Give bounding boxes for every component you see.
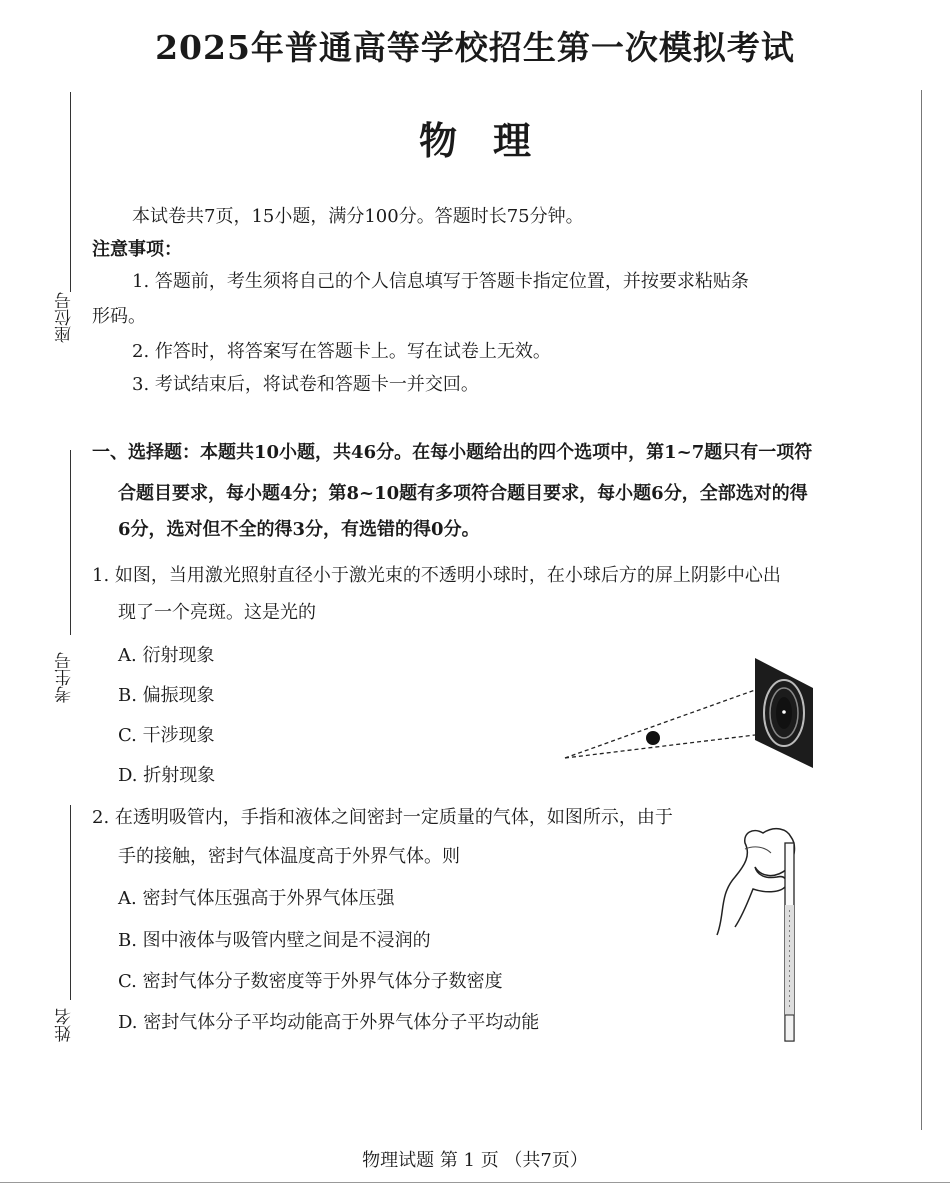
page-footer: 物理试题 第 1 页 （共7页） xyxy=(362,1150,588,1171)
exam-title: 2025年普通高等学校招生第一次模拟考试 xyxy=(155,28,795,67)
option: D. 折射现象 xyxy=(118,765,216,786)
question-stem: 2. 在透明吸管内，手指和液体之间密封一定质量的气体，如图所示，由于 xyxy=(92,807,673,828)
section-instruction: 一、选择题：本题共10小题，共46分。在每小题给出的四个选项中，第1~7题只有一项符 xyxy=(92,442,813,463)
section-instruction: 合题目要求，每小题4分；第8~10题有多项符合题目要求，每小题6分，全部选对的得 xyxy=(118,483,808,504)
option: C. 密封气体分子数密度等于外界气体分子数密度 xyxy=(118,971,503,992)
section-instruction: 6分，选对但不全的得3分，有选错的得0分。 xyxy=(118,519,480,540)
option: A. 衍射现象 xyxy=(118,645,215,666)
exam-intro: 本试卷共7页，15小题，满分100分。答题时长75分钟。 xyxy=(132,206,584,227)
notice-item: 形码。 xyxy=(92,306,146,327)
laser-diffraction-figure xyxy=(555,650,820,775)
option: B. 图中液体与吸管内壁之间是不浸润的 xyxy=(118,930,431,951)
question-stem: 手的接触，密封气体温度高于外界气体。则 xyxy=(118,846,460,867)
option: B. 偏振现象 xyxy=(118,685,215,706)
question-stem: 1. 如图，当用激光照射直径小于激光束的不透明小球时，在小球后方的屏上阴影中心出 xyxy=(92,565,781,586)
subject-title: 物理 xyxy=(418,118,567,163)
margin-rule xyxy=(70,450,71,635)
notice-item: 1. 答题前，考生须将自己的个人信息填写于答题卡指定位置，并按要求粘贴条 xyxy=(132,271,749,292)
notice-item: 2. 作答时，将答案写在答题卡上。写在试卷上无效。 xyxy=(132,341,551,362)
option: C. 干涉现象 xyxy=(118,725,215,746)
exam-number-label: 考生号 xyxy=(55,652,75,703)
right-border xyxy=(921,90,922,1130)
straw-hand-figure xyxy=(705,815,815,1045)
margin-rule xyxy=(70,805,71,1000)
notice-title: 注意事项： xyxy=(92,239,182,260)
option: A. 密封气体压强高于外界气体压强 xyxy=(118,888,395,909)
question-stem: 现了一个亮斑。这是光的 xyxy=(118,602,316,623)
seat-number-label: 座位号 xyxy=(55,292,75,343)
notice-item: 3. 考试结束后，将试卷和答题卡一并交回。 xyxy=(132,374,479,395)
bottom-border xyxy=(0,1182,950,1183)
option: D. 密封气体分子平均动能高于外界气体分子平均动能 xyxy=(118,1012,540,1033)
name-label: 姓名 xyxy=(55,1008,75,1042)
margin-rule xyxy=(70,92,71,292)
